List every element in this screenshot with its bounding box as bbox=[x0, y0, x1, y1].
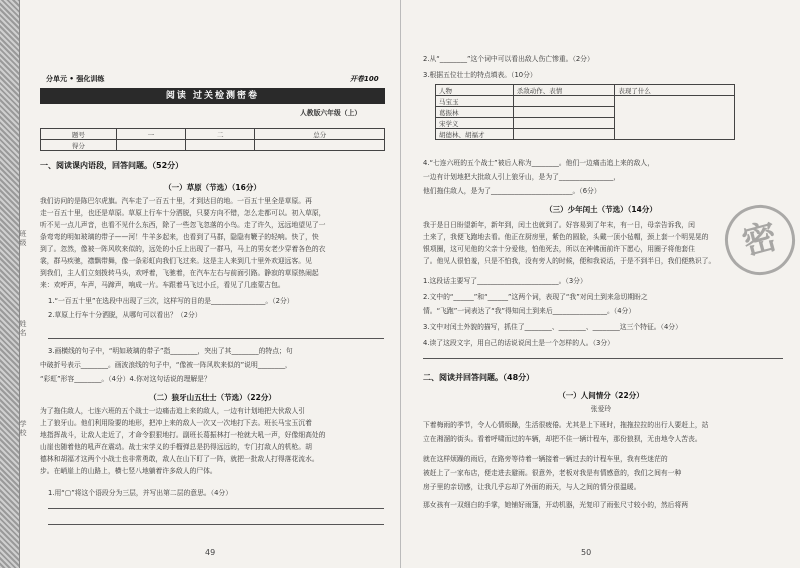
passage3-question-4: 4.读了这段文字，用自己的话说说闰土是一个怎样的人。（3分） bbox=[423, 339, 614, 347]
passage3-title: （三）少年闰土（节选）（14分） bbox=[545, 205, 657, 214]
passage3-line: 银项圈，这可见他的父亲十分爱他，怕他死去，所以在神佛面前许下愿心，用圈子将他套住 bbox=[423, 245, 695, 253]
passage1-line: 条弯弯的明如玻璃的带子——河！牛羊多起来，也看到了马群，隐隐有鞭子的轻响。快了，快 bbox=[40, 233, 319, 241]
right-page bbox=[400, 0, 800, 568]
passage4-line: 房子里的亲切感，让我几乎忘却了外面的雨天，与人之间的情分很温暖。 bbox=[423, 483, 641, 491]
title-banner: 阅读 过关检测密卷 bbox=[40, 88, 385, 104]
question-3a: 3.画横线的句子中，“明如玻璃的带子”指________，突出了其________的特点；句 bbox=[48, 347, 293, 355]
score-table bbox=[40, 128, 385, 151]
answer-line[interactable] bbox=[48, 338, 384, 339]
passage1-line: 我们访问的是陈巴尔虎旗。汽车走了一百五十里，才到达目的地。一百五十里全是草原。再 bbox=[40, 197, 312, 205]
question-2: 2.草原上行车十分洒脱，从哪句可以看出？（2分） bbox=[48, 311, 202, 319]
passage1-line: 到我们，主人们立刻拨转马头，欢呼着，飞驰着，在汽车左右与前面引路。静寂的草原热闹起 bbox=[40, 269, 319, 277]
passage1-line: 听不见一点儿声音，也看不见什么东西，除了一些忽飞忽落的小鸟。走了许久，远远地望见了一 bbox=[40, 221, 326, 229]
passage4-line: 立在湘溜的街头。看着呼啸而过的车辆，却把不住一辆计程车，那份狼狈，无由地令人苦丧。 bbox=[423, 435, 702, 443]
header-left: 分单元 • 强化训练 bbox=[46, 75, 105, 83]
header-right: 开卷100 bbox=[350, 75, 379, 83]
hero-header-cell: 表现了什么 bbox=[615, 85, 735, 96]
passage2-line: 地指挥战斗，让敌人走近了，才命令狠狠地打。副班长葛振林打一枪就大吼一声，好像细高处的 bbox=[40, 431, 326, 439]
passage1-line: 裳，群马疾驰，襟飘带舞，像一条彩虹向我们飞过来。这是主人来到几十里外欢迎远客。见 bbox=[40, 257, 312, 265]
passage4-author: 张爱玲 bbox=[590, 405, 612, 413]
binding-label-school: 学校 bbox=[19, 420, 27, 438]
question-3b: 中破折号表示________。画波浪线的句子中，“像被一阵风吹来似的”说明________， bbox=[40, 361, 292, 369]
binding-label-class: 班级 bbox=[19, 230, 27, 248]
right-question-2: 2.从“________”这个词中可以看出敌人伤亡惨重。（2分） bbox=[423, 55, 594, 63]
passage2-line: 步。在峭崖上的山路上，横七竖八地躺着许多敌人的尸体。 bbox=[40, 467, 217, 475]
page-number-right: 50 bbox=[581, 548, 592, 557]
question-last: 1.用“▢”将这个语段分为三层，并写出第二层的意思。（4分） bbox=[48, 489, 232, 497]
hero-action-cell[interactable] bbox=[513, 107, 615, 118]
section1-title: 一、阅读课内语段，回答问题。（52分） bbox=[40, 161, 184, 170]
score-header-cell: 总分 bbox=[255, 129, 385, 140]
passage4-title: （一）人间情分（22分） bbox=[558, 391, 644, 400]
question-3c: “彩虹”形容________。（4分）4.你对这句话说的理解是？ bbox=[40, 375, 211, 383]
passage2-line: 为了拖住敌人，七连六班的五个战士一边痛击追上来的敌人，一边有计划地把大伙敌人引 bbox=[40, 407, 306, 415]
hero-name-cell: 宋学义 bbox=[436, 118, 514, 129]
hero-name-cell: 葛振林 bbox=[436, 107, 514, 118]
passage1-line: 走一百五十里，也还是草原。草原上行车十分洒脱，只要方向不错，怎么走都可以。初入草原， bbox=[40, 209, 326, 217]
right-question-4a: 4.“七连六班的五个战士”被后人称为________。他们一边痛击追上来的敌人， bbox=[423, 159, 655, 167]
passage3-question-2a: 2.文中的“______”和“______”这两个词，表现了“我”对闰土到来急切期盼之 bbox=[423, 293, 648, 301]
score-header-cell: 题号 bbox=[41, 129, 117, 140]
passage4-line: 被赶上了一家布店，便走进去避雨。很意外，老板对我是有情感意的，我们之间有一种 bbox=[423, 469, 682, 477]
passage1-line: 来：欢呼声，车声，马蹄声，响成一片。车跟着马飞过小丘，看见了几座蒙古包。 bbox=[40, 281, 285, 289]
hero-name-cell: 胡德林、胡福才 bbox=[436, 129, 514, 140]
hero-header-cell: 人物 bbox=[436, 85, 514, 96]
secret-stamp: 密 bbox=[717, 197, 800, 283]
edition-label: 人教版六年级（上） bbox=[300, 109, 362, 117]
score-header-cell: 一 bbox=[116, 129, 185, 140]
hero-meaning-cell[interactable] bbox=[615, 96, 735, 140]
answer-line[interactable] bbox=[48, 524, 384, 525]
question-1: 1.“一百五十里”在选段中出现了三次，这样写的目的是________________。（2分） bbox=[48, 297, 294, 305]
binding-strip bbox=[0, 0, 20, 568]
score-cell[interactable] bbox=[255, 140, 385, 151]
passage4-line: 就在这样烦躁的雨后，在路旁等待着一辆接着一辆过去的计程车里，我有些迷茫的 bbox=[423, 455, 668, 463]
passage3-line: 了。他见人很怕羞，只是不怕我，没有旁人的时候，便和我说话，于是不到半日，我们便熟识了。 bbox=[423, 257, 716, 265]
hero-header-cell: 杀敌动作、表情 bbox=[513, 85, 615, 96]
passage1-line: 到了。忽然，像被一阵风吹来似的，远处的小丘上出现了一群马，马上的男女老少穿着各色的衣 bbox=[40, 245, 326, 253]
score-header-cell: 二 bbox=[186, 129, 255, 140]
score-cell[interactable] bbox=[116, 140, 185, 151]
passage1-title: （一）草原（节选）（16分） bbox=[164, 183, 261, 192]
hero-table bbox=[435, 84, 735, 140]
passage4-line: 那女孩有一双细白的手掌，她铺好雨篷，开动机器，光复印了雨张尺寸较小的，然后将两 bbox=[423, 501, 689, 509]
passage3-line: 我于是日日盼望新年，新年到，闰土也就到了。好容易到了年末，有一日，母亲告诉我，闰 bbox=[423, 221, 695, 229]
binding-label-name: 姓名 bbox=[19, 320, 27, 338]
page-number-left: 49 bbox=[205, 548, 216, 557]
hero-name-cell: 马宝玉 bbox=[436, 96, 514, 107]
right-question-4b: 一边有计划地把大批敌人引上狼牙山，是为了________________， bbox=[423, 173, 621, 181]
passage2-line: 山崖也随着他的吼声在震动。战士宋学义的手榴弹总是扔得远远的，专门打敌人的机枪。胡 bbox=[40, 443, 312, 451]
passage3-question-1: 1.这段话主要写了________________________。（3分） bbox=[423, 277, 587, 285]
passage2-line: 德林和胡福才这两个小战士也非常勇敢，敌人在山下盯了一阵，就把一批敌人打得落花流水。 bbox=[40, 455, 319, 463]
hero-action-cell[interactable] bbox=[513, 118, 615, 129]
passage4-line: 下着梅雨的季节，令人心情烦躁，生活很疲倦。尤其是上下班时，拖拖拉拉的出行人要赶上，站 bbox=[423, 421, 709, 429]
right-question-3: 3.根据五位壮士的特点填表。（10分） bbox=[423, 71, 537, 79]
right-question-4c: 他们拖住敌人，是为了________________________。（6分） bbox=[423, 187, 601, 195]
passage3-line: 土来了，我便飞跑地去看。他正在厨房里，紫色的圆脸，头戴一顶小毡帽，颈上套一个明晃晃的 bbox=[423, 233, 709, 241]
section2-title: 二、阅读并回答问题。（48分） bbox=[423, 373, 535, 382]
passage2-line: 上了狼牙山。他们利用险要的地形，把冲上来的敌人一次又一次地打下去。班长马宝玉沉着 bbox=[40, 419, 312, 427]
passage3-question-3: 3.文中对闰土外貌的描写，抓住了________、________、________这三个特征。（4分） bbox=[423, 323, 682, 331]
hero-action-cell[interactable] bbox=[513, 96, 615, 107]
score-cell[interactable] bbox=[186, 140, 255, 151]
score-row-label: 得分 bbox=[41, 140, 117, 151]
hero-action-cell[interactable] bbox=[513, 129, 615, 140]
answer-line[interactable] bbox=[48, 508, 384, 509]
passage2-title: （二）狼牙山五壮士（节选）（22分） bbox=[149, 393, 276, 402]
passage3-question-2b: 情。“飞跑”一词表达了“我”得知闰土到来后________________。（4分） bbox=[423, 307, 636, 315]
answer-line[interactable] bbox=[423, 358, 783, 359]
